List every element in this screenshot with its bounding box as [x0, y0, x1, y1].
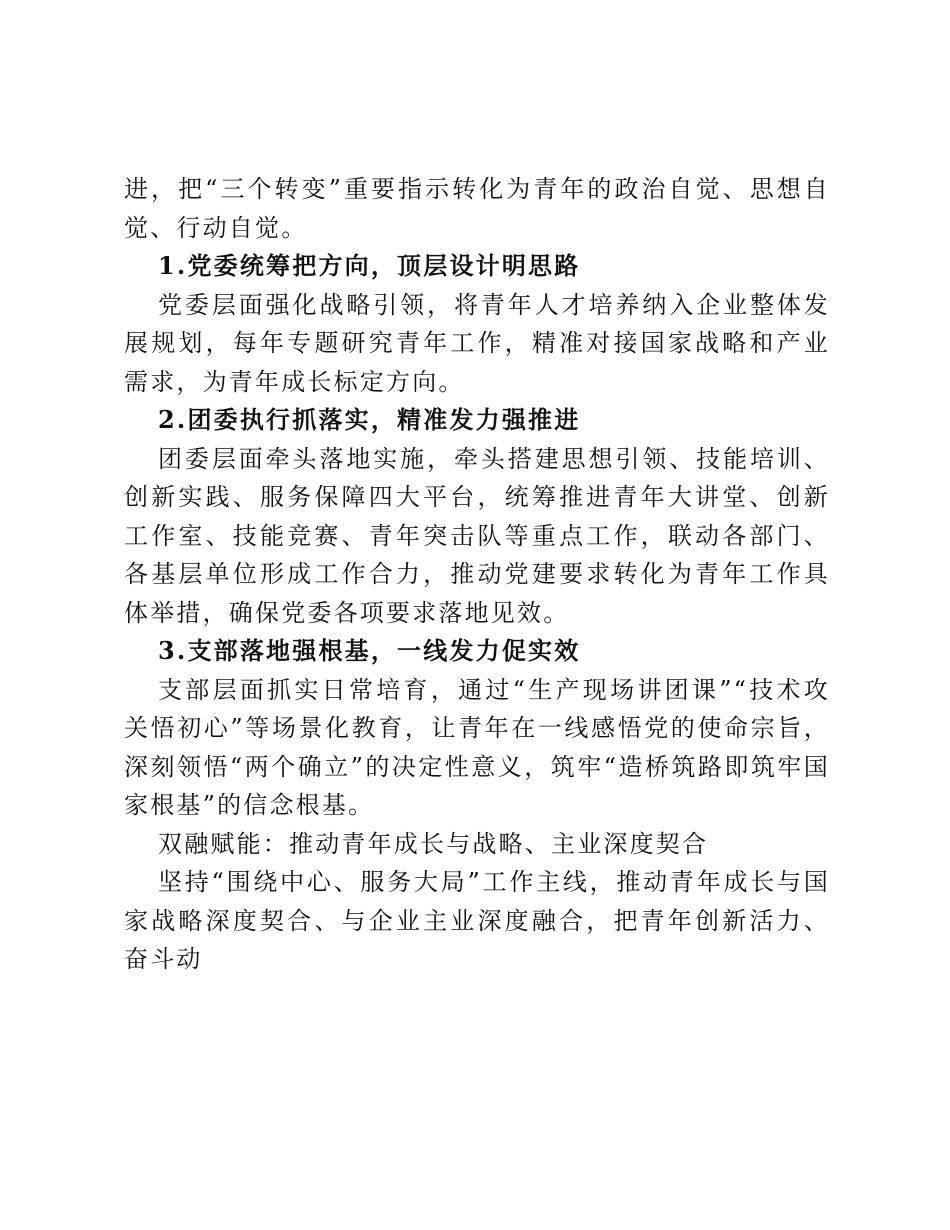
- paragraph-continuation: 进，把“三个转变”重要指示转化为青年的政治自觉、思想自觉、行动自觉。: [124, 175, 830, 242]
- document-body: [124, 170, 830, 979]
- paragraph-party-committee: 党委层面强化战略引领，将青年人才培养纳入企业整体发展规划，每年专题研究青年工作，精准对接国家战略和产业需求，为青年成长标定方向。: [124, 290, 830, 396]
- paragraph-dual-empowerment: 坚持“围绕中心、服务大局”工作主线，推动青年成长与国家战略深度契合、与企业主业深度融合，把青年创新活力、奋斗动: [124, 868, 830, 973]
- paragraph-branch: 支部层面抓实日常培育，通过“生产现场讲团课”“技术攻关悟初心”等场景化教育，让青年在一线感悟党的使命宗旨，深刻领悟“两个确立”的决定性意义，筑牢“造桥筑路即筑牢国家根基”的信念根基。: [124, 675, 830, 819]
- paragraph-dual-empowerment-title: 双融赋能：推动青年成长与战略、主业深度契合: [158, 829, 709, 858]
- section-heading-1: 1.党委统筹把方向，顶层设计明思路: [158, 251, 581, 280]
- section-heading-2: 2.团委执行抓落实，精准发力强推进: [158, 405, 581, 434]
- section-heading-3: 3.支部落地强根基，一线发力促实效: [158, 636, 581, 665]
- paragraph-youth-league: 团委层面牵头落地实施，牵头搭建思想引领、技能培训、创新实践、服务保障四大平台，统筹推进青年大讲堂、创新工作室、技能竞赛、青年突击队等重点工作，联动各部门、各基层单位形成工作合力，推动党建要求转化为青年工作具体举措，确保党委各项要求落地见效。: [124, 444, 830, 627]
